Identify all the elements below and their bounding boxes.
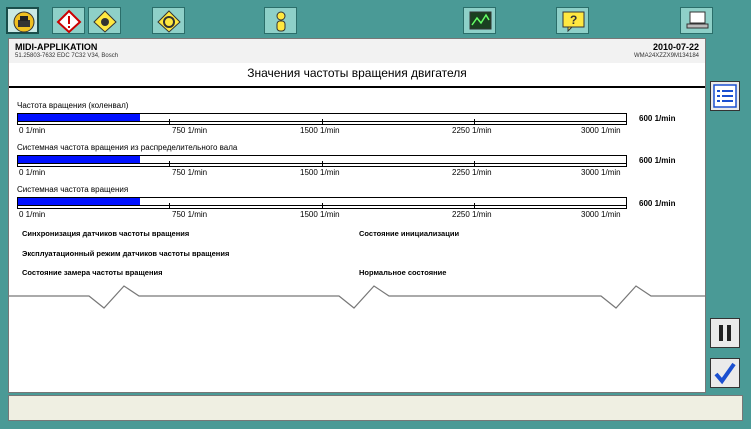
tick-mark (322, 119, 323, 125)
list-icon (711, 82, 739, 110)
tick-mark (474, 161, 475, 167)
tick-label: 2250 1/min (452, 210, 492, 219)
tick-mark (474, 203, 475, 209)
pause-icon (711, 319, 739, 347)
gauge-label-camshaft: Системная частота вращения из распределительного вала (17, 143, 238, 152)
tick-label: 1500 1/min (300, 168, 340, 177)
tick-mark (169, 119, 170, 125)
main-panel (8, 38, 706, 393)
tick-label: 3000 1/min (581, 210, 621, 219)
tick-mark (322, 161, 323, 167)
gauge-readout-system: 600 1/min (639, 199, 676, 208)
gauge-readout-crankshaft: 600 1/min (639, 114, 676, 123)
tick-mark (626, 119, 627, 125)
check-icon (711, 359, 739, 387)
svg-text:?: ? (570, 13, 578, 27)
mode-label: Эксплуатационный режим датчиков частоты вращения (22, 249, 230, 258)
tick-label: 3000 1/min (581, 126, 621, 135)
tick-mark (169, 161, 170, 167)
panel-header (9, 39, 705, 63)
tick-label: 750 1/min (172, 168, 208, 177)
warning-button[interactable] (52, 7, 85, 34)
tick-mark (626, 203, 627, 209)
gear-button[interactable] (152, 7, 185, 34)
gauge-readout-camshaft: 600 1/min (639, 156, 676, 165)
page-break-separator (9, 275, 705, 315)
person-icon (268, 9, 295, 33)
tick-label: 750 1/min (172, 210, 208, 219)
measure-label: Состояние замера частоты вращения (22, 268, 163, 277)
status-bar (8, 395, 743, 421)
tick-mark (17, 161, 18, 167)
gauge-axis (17, 162, 627, 167)
top-toolbar (0, 0, 751, 38)
gauge-label-crankshaft: Частота вращения (коленвал) (17, 101, 129, 110)
gauge-axis (17, 204, 627, 209)
vin-label: WMA24XZZX9M134184 (633, 53, 699, 59)
pause-button[interactable] (710, 318, 740, 348)
gauge-axis (17, 120, 627, 125)
warning-icon (56, 9, 83, 33)
init-value: Состояние инициализации (359, 229, 460, 238)
diagnostic-button[interactable] (88, 7, 121, 34)
laptop-button[interactable] (680, 7, 713, 34)
tick-label: 2250 1/min (452, 126, 492, 135)
tick-label: 0 1/min (19, 126, 46, 135)
gear-icon (156, 9, 183, 33)
diagnostic-icon (92, 9, 119, 33)
confirm-button[interactable] (710, 358, 740, 388)
chart-icon (467, 9, 494, 33)
tick-mark (322, 203, 323, 209)
tick-label: 1500 1/min (300, 210, 340, 219)
tick-label: 750 1/min (172, 126, 208, 135)
normal-value: Нормальное состояние (359, 268, 447, 277)
tick-label: 0 1/min (19, 168, 46, 177)
list-button[interactable] (710, 81, 740, 111)
gauge-label-system: Системная частота вращения (17, 185, 129, 194)
sync-label: Синхронизация датчиков частоты вращения (22, 229, 190, 238)
tick-mark (626, 161, 627, 167)
page-title: Значения частоты вращения двигателя (247, 66, 467, 80)
help-button[interactable] (556, 7, 589, 34)
tick-label: 3000 1/min (581, 168, 621, 177)
tick-mark (17, 119, 18, 125)
tick-mark (17, 203, 18, 209)
chart-button[interactable] (463, 7, 496, 34)
person-button[interactable] (264, 7, 297, 34)
laptop-icon (684, 9, 711, 33)
date-label: 2010-07-22 (652, 42, 699, 52)
tick-mark (169, 203, 170, 209)
tick-label: 2250 1/min (452, 168, 492, 177)
title-divider (9, 86, 705, 88)
app-name: MIDI-APPLIKATION (15, 42, 98, 52)
app-subtitle: 51.25803-7632 EDC 7C32 V34, Bosch (15, 53, 119, 59)
tick-mark (474, 119, 475, 125)
tick-label: 1500 1/min (300, 126, 340, 135)
help-icon (560, 9, 587, 33)
vehicle-icon (11, 10, 38, 34)
tick-label: 0 1/min (19, 210, 46, 219)
vehicle-button[interactable] (6, 7, 39, 34)
